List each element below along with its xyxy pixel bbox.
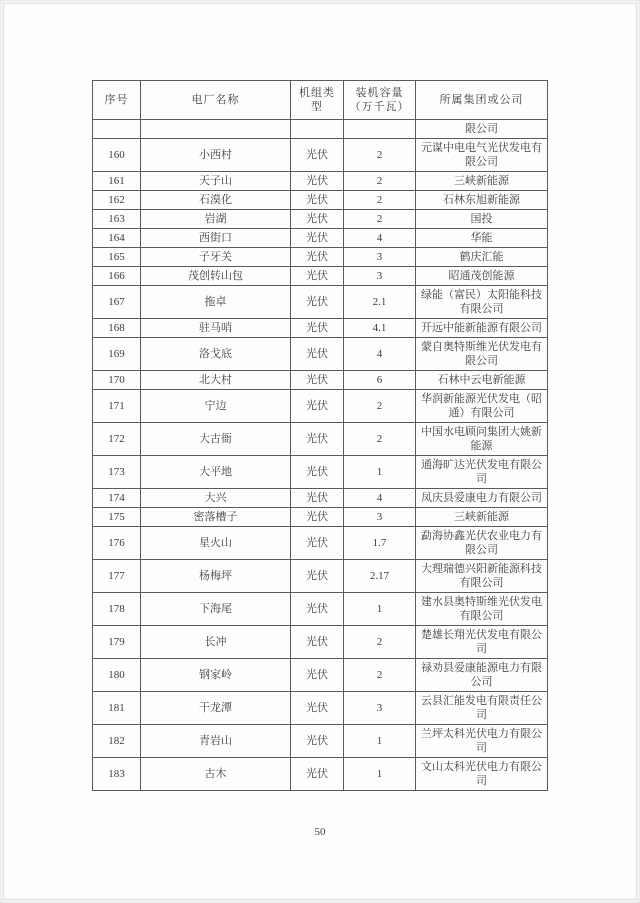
- header-capacity-line1: 装机容量: [355, 87, 404, 99]
- cell-company: 华润新能源光伏发电（昭通）有限公司: [416, 390, 548, 423]
- cell-unit-type: 光伏: [291, 229, 344, 248]
- cell-plant-name: 驻马哨: [141, 319, 291, 338]
- table-body: [93, 120, 548, 791]
- cell-capacity: 6: [344, 371, 416, 390]
- cell-company: 禄劝县爱康能源电力有限公司: [416, 659, 548, 692]
- cell-plant-name: 北大村: [141, 371, 291, 390]
- cell-capacity: 4: [344, 489, 416, 508]
- header-company: 所属集团或公司: [416, 81, 548, 120]
- cell-plant-name: 西街口: [141, 229, 291, 248]
- cell-plant-name: 小西村: [141, 139, 291, 172]
- cell-index: 176: [93, 527, 141, 560]
- cell-plant-name: [141, 120, 291, 139]
- cell-plant-name: 大兴: [141, 489, 291, 508]
- cell-unit-type: 光伏: [291, 210, 344, 229]
- table-header: [93, 81, 548, 120]
- cell-capacity: 3: [344, 267, 416, 286]
- header-unit-type-line1: 机组类: [299, 87, 335, 99]
- cell-capacity: 1: [344, 593, 416, 626]
- cell-index: 163: [93, 210, 141, 229]
- cell-unit-type: 光伏: [291, 286, 344, 319]
- cell-capacity: 2.1: [344, 286, 416, 319]
- cell-capacity: 1.7: [344, 527, 416, 560]
- cell-index: 161: [93, 172, 141, 191]
- cell-unit-type: 光伏: [291, 527, 344, 560]
- cell-company: 勐海协鑫光伏农业电力有限公司: [416, 527, 548, 560]
- cell-unit-type: 光伏: [291, 371, 344, 390]
- cell-capacity: 2: [344, 659, 416, 692]
- cell-capacity: 1: [344, 725, 416, 758]
- cell-company: 绿能（富民）太阳能科技有限公司: [416, 286, 548, 319]
- cell-company: 三峡新能源: [416, 172, 548, 191]
- cell-company: 石林东旭新能源: [416, 191, 548, 210]
- header-unit-type: [291, 81, 344, 120]
- cell-plant-name: 干龙潭: [141, 692, 291, 725]
- cell-company: 中国水电顾问集团大姚新能源: [416, 423, 548, 456]
- table-row: [93, 560, 548, 593]
- cell-capacity: 4.1: [344, 319, 416, 338]
- table-row: [93, 120, 548, 139]
- table-row: [93, 229, 548, 248]
- cell-index: 165: [93, 248, 141, 267]
- cell-capacity: 2: [344, 210, 416, 229]
- cell-index: 164: [93, 229, 141, 248]
- cell-unit-type: 光伏: [291, 692, 344, 725]
- cell-index: 160: [93, 139, 141, 172]
- cell-capacity: 2: [344, 626, 416, 659]
- cell-plant-name: 密落槽子: [141, 508, 291, 527]
- table-row: [93, 172, 548, 191]
- cell-capacity: 2.17: [344, 560, 416, 593]
- cell-unit-type: 光伏: [291, 423, 344, 456]
- cell-company: 石林中云电新能源: [416, 371, 548, 390]
- cell-index: 162: [93, 191, 141, 210]
- cell-index: 182: [93, 725, 141, 758]
- table-row: [93, 456, 548, 489]
- cell-index: 180: [93, 659, 141, 692]
- cell-plant-name: 下海尾: [141, 593, 291, 626]
- cell-capacity: 3: [344, 508, 416, 527]
- cell-plant-name: 钢家岭: [141, 659, 291, 692]
- cell-unit-type: 光伏: [291, 267, 344, 286]
- cell-company: 华能: [416, 229, 548, 248]
- cell-index: 177: [93, 560, 141, 593]
- cell-index: [93, 120, 141, 139]
- cell-unit-type: 光伏: [291, 191, 344, 210]
- table-row: [93, 626, 548, 659]
- cell-index: 168: [93, 319, 141, 338]
- table-row: [93, 371, 548, 390]
- table-row: [93, 527, 548, 560]
- cell-company: 鹤庆汇能: [416, 248, 548, 267]
- cell-company: 建水县奥特斯维光伏发电有限公司: [416, 593, 548, 626]
- cell-unit-type: 光伏: [291, 172, 344, 191]
- cell-plant-name: 杨梅坪: [141, 560, 291, 593]
- cell-company: 文山太科光伏电力有限公司: [416, 758, 548, 791]
- cell-capacity: 1: [344, 456, 416, 489]
- cell-unit-type: 光伏: [291, 659, 344, 692]
- cell-plant-name: 大平地: [141, 456, 291, 489]
- cell-index: 179: [93, 626, 141, 659]
- header-capacity: [344, 81, 416, 120]
- cell-company: 通海旷达光伏发电有限公司: [416, 456, 548, 489]
- table-row: [93, 319, 548, 338]
- header-index: 序号: [93, 81, 141, 120]
- cell-capacity: 2: [344, 191, 416, 210]
- table-row: [93, 338, 548, 371]
- cell-index: 174: [93, 489, 141, 508]
- cell-unit-type: 光伏: [291, 139, 344, 172]
- cell-capacity: 1: [344, 758, 416, 791]
- table-row: [93, 593, 548, 626]
- cell-company: 开远中能新能源有限公司: [416, 319, 548, 338]
- table-row: [93, 725, 548, 758]
- cell-company: 楚雄长翔光伏发电有限公司: [416, 626, 548, 659]
- cell-company: 大理瑞德兴阳新能源科技有限公司: [416, 560, 548, 593]
- table-row: [93, 508, 548, 527]
- cell-index: 172: [93, 423, 141, 456]
- cell-plant-name: 星火山: [141, 527, 291, 560]
- cell-index: 173: [93, 456, 141, 489]
- cell-unit-type: 光伏: [291, 456, 344, 489]
- cell-plant-name: 古木: [141, 758, 291, 791]
- table-row: [93, 139, 548, 172]
- table-row: [93, 659, 548, 692]
- cell-plant-name: 子牙关: [141, 248, 291, 267]
- table-row: [93, 286, 548, 319]
- cell-plant-name: 茂创转山包: [141, 267, 291, 286]
- table-row: [93, 423, 548, 456]
- page-number: 50: [314, 826, 326, 838]
- header-capacity-line2: （万千瓦）: [349, 101, 410, 113]
- cell-unit-type: 光伏: [291, 758, 344, 791]
- cell-plant-name: 天子山: [141, 172, 291, 191]
- cell-capacity: 2: [344, 172, 416, 191]
- cell-company: 限公司: [416, 120, 548, 139]
- table-row: [93, 191, 548, 210]
- cell-index: 171: [93, 390, 141, 423]
- cell-plant-name: 长冲: [141, 626, 291, 659]
- cell-capacity: 4: [344, 338, 416, 371]
- table-row: [93, 267, 548, 286]
- cell-plant-name: 岩湖: [141, 210, 291, 229]
- cell-unit-type: 光伏: [291, 508, 344, 527]
- cell-unit-type: 光伏: [291, 319, 344, 338]
- cell-unit-type: 光伏: [291, 248, 344, 267]
- cell-company: 国投: [416, 210, 548, 229]
- table-row: [93, 758, 548, 791]
- cell-plant-name: 石漠化: [141, 191, 291, 210]
- cell-index: 169: [93, 338, 141, 371]
- cell-unit-type: 光伏: [291, 560, 344, 593]
- cell-unit-type: [291, 120, 344, 139]
- table-row: [93, 489, 548, 508]
- cell-unit-type: 光伏: [291, 338, 344, 371]
- cell-index: 183: [93, 758, 141, 791]
- cell-plant-name: 拖卓: [141, 286, 291, 319]
- cell-company: 三峡新能源: [416, 508, 548, 527]
- cell-unit-type: 光伏: [291, 390, 344, 423]
- cell-capacity: 3: [344, 248, 416, 267]
- header-row: [93, 81, 548, 120]
- table-row: [93, 692, 548, 725]
- cell-capacity: 2: [344, 139, 416, 172]
- cell-index: 175: [93, 508, 141, 527]
- cell-unit-type: 光伏: [291, 593, 344, 626]
- power-plant-table: [92, 80, 548, 791]
- cell-unit-type: 光伏: [291, 489, 344, 508]
- cell-index: 178: [93, 593, 141, 626]
- header-unit-type-line2: 型: [311, 101, 323, 113]
- cell-plant-name: 洛戈底: [141, 338, 291, 371]
- cell-company: 元谋中电电气光伏发电有限公司: [416, 139, 548, 172]
- table-row: [93, 390, 548, 423]
- table-row: [93, 248, 548, 267]
- cell-index: 167: [93, 286, 141, 319]
- cell-company: 蒙自奥特斯维光伏发电有限公司: [416, 338, 548, 371]
- cell-index: 166: [93, 267, 141, 286]
- cell-index: 170: [93, 371, 141, 390]
- cell-unit-type: 光伏: [291, 725, 344, 758]
- cell-plant-name: 宁边: [141, 390, 291, 423]
- cell-company: 云县汇能发电有限责任公司: [416, 692, 548, 725]
- cell-company: 昭通茂创能源: [416, 267, 548, 286]
- cell-plant-name: 青岩山: [141, 725, 291, 758]
- cell-unit-type: 光伏: [291, 626, 344, 659]
- cell-capacity: 4: [344, 229, 416, 248]
- cell-capacity: 2: [344, 423, 416, 456]
- cell-capacity: 3: [344, 692, 416, 725]
- header-plant-name: 电厂名称: [141, 81, 291, 120]
- cell-capacity: [344, 120, 416, 139]
- cell-company: 凤庆县爱康电力有限公司: [416, 489, 548, 508]
- cell-company: 兰坪太科光伏电力有限公司: [416, 725, 548, 758]
- cell-index: 181: [93, 692, 141, 725]
- cell-capacity: 2: [344, 390, 416, 423]
- cell-plant-name: 大古衙: [141, 423, 291, 456]
- table-row: [93, 210, 548, 229]
